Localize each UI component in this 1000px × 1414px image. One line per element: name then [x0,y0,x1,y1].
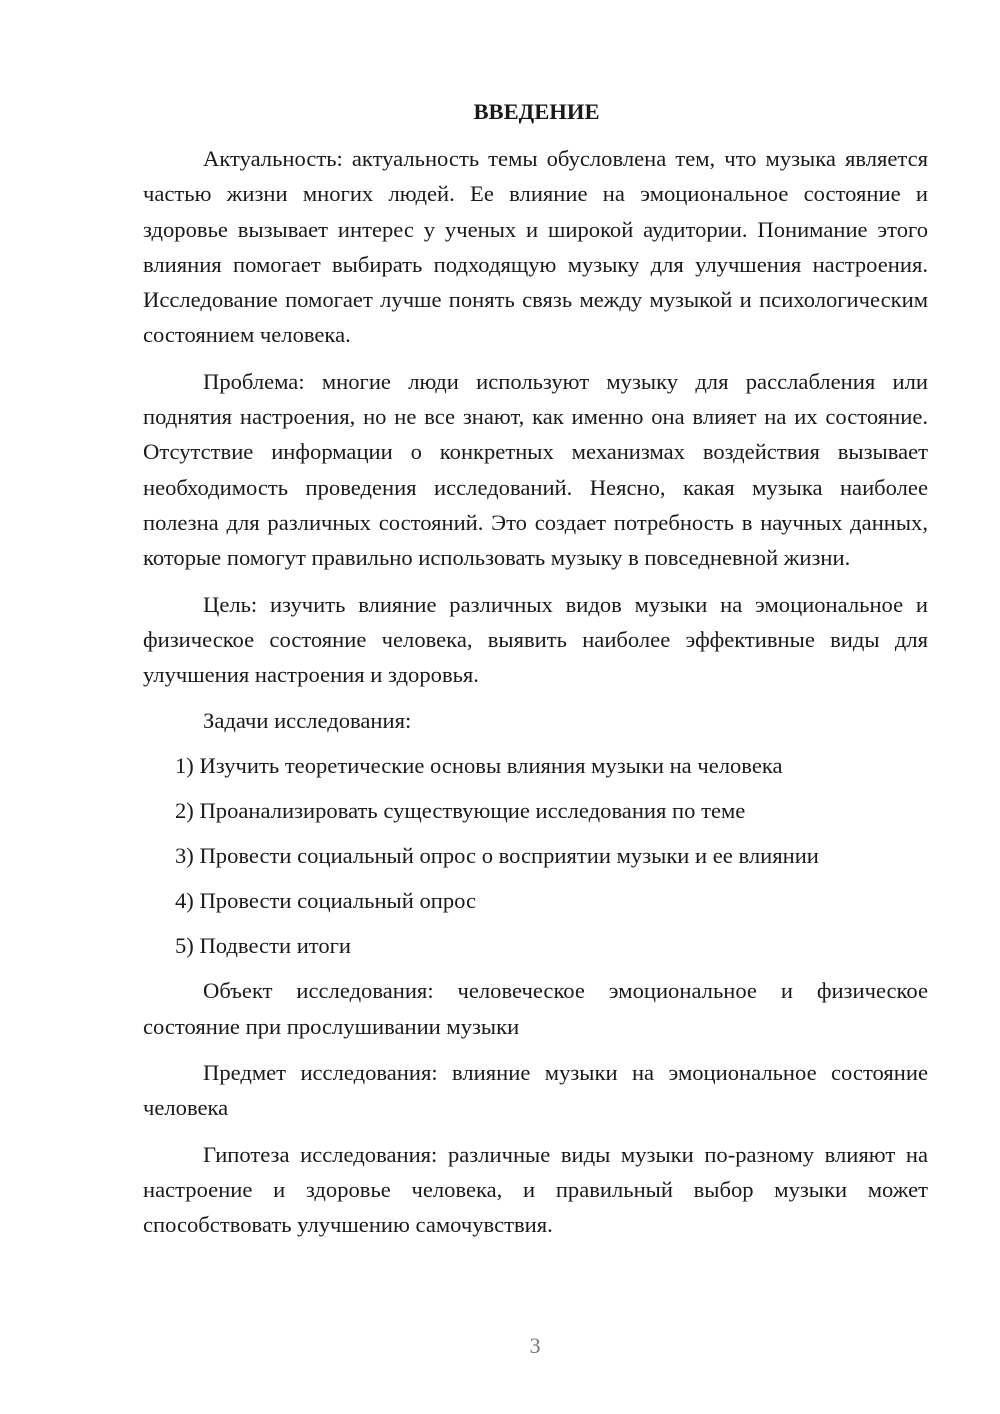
task-item: 1) Изучить теоретические основы влияния музыки на человека [175,753,783,779]
section-heading: ВВЕДЕНИЕ [473,99,600,124]
task-item: 2) Проанализировать существующие исследования по теме [175,798,746,824]
tasks-heading: Задачи исследования: [203,708,412,734]
hypothesis-paragraph: Гипотеза исследования: различные виды музыки по-разному влияют на настроение и здоровье человека, и правильный выбор музыки может способствовать улучшению самочувствия. [143,1141,928,1238]
tasks-list [143,748,928,963]
task-item: 4) Провести социальный опрос [175,888,477,914]
relevance-paragraph: Актуальность: актуальность темы обусловлена тем, что музыка является частью жизни многих людей. Ее влияние на эмоциональное состояние и здоровье вызывает интерес у ученых и широкой аудитории. Понимание этого влияния помогает выбирать подходящую музыку для улучшения настроения. Исследование помогает лучше понять связь между музыкой и психологическим состоянием человека. [143,146,928,348]
goal-paragraph: Цель: изучить влияние различных видов музыки на эмоциональное и физическое состояние человека, выявить наиболее эффективные виды для улучшения настроения и здоровья. [143,591,928,688]
object-paragraph: Объект исследования: человеческое эмоциональное и физическое состояние при прослушивании музыки [143,978,928,1039]
task-item: 5) Подвести итоги [175,933,352,959]
text-column [143,94,928,1254]
subject-paragraph: Предмет исследования: влияние музыки на эмоциональное состояние человека [143,1060,928,1121]
problem-paragraph: Проблема: многие люди используют музыку для расслабления или поднятия настроения, но не все знают, как именно она влияет на их состояние. Отсутствие информации о конкретных механизмах воздействия вызывает необходимость проведения исследований. Неясно, какая музыка наиболее полезна для различных состояний. Это создает потребность в научных данных, которые помогут правильно использовать музыку в повседневной жизни. [143,368,928,571]
page-number: 3 [529,1333,541,1358]
task-item: 3) Провести социальный опрос о восприятии музыки и ее влиянии [175,843,819,869]
